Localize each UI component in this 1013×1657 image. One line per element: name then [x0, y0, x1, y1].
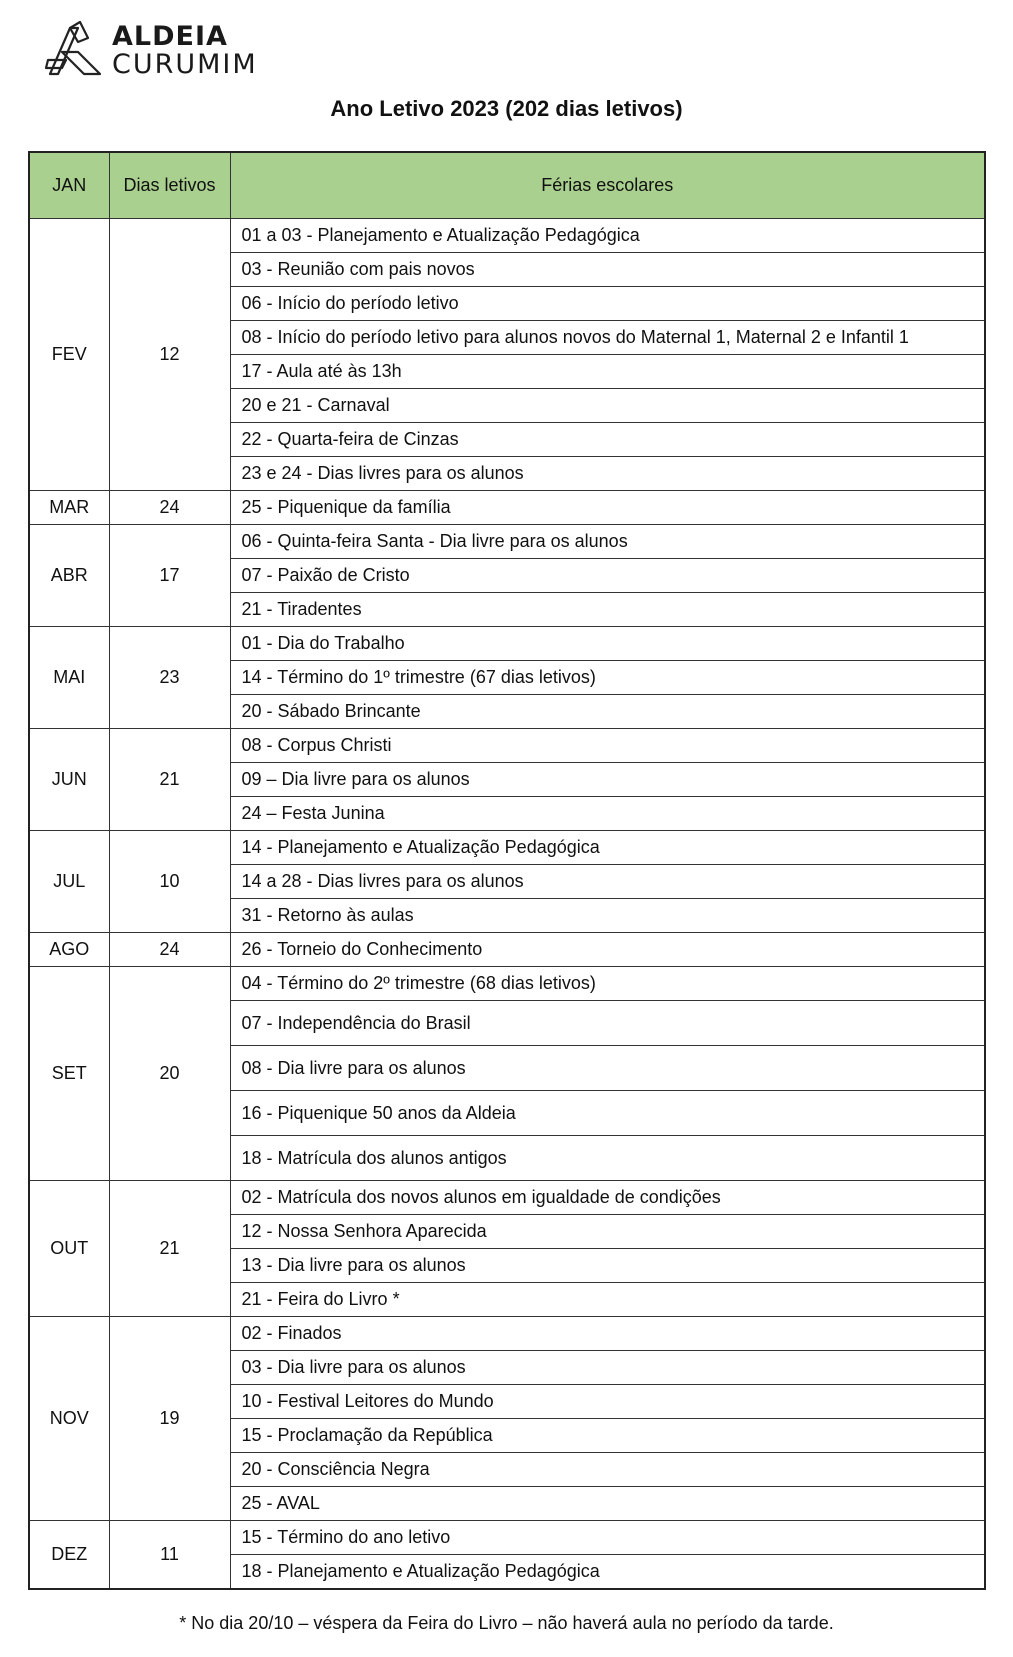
event-cell: 31 - Retorno às aulas: [230, 899, 985, 933]
calendar-table: [28, 151, 986, 1590]
header-month: JAN: [29, 152, 109, 219]
event-cell: 17 - Aula até às 13h: [230, 355, 985, 389]
event-cell: 20 - Consciência Negra: [230, 1453, 985, 1487]
event-cell: 24 – Festa Junina: [230, 797, 985, 831]
aldeia-logo-icon: [44, 20, 106, 82]
month-cell-out: OUT: [29, 1181, 109, 1317]
days-cell-jun: 21: [109, 729, 230, 831]
event-cell: 21 - Feira do Livro *: [230, 1283, 985, 1317]
logo: [44, 20, 258, 82]
table-row: [29, 729, 985, 763]
month-cell-set: SET: [29, 967, 109, 1181]
event-cell: 18 - Matrícula dos alunos antigos: [230, 1136, 985, 1181]
table-row: [29, 525, 985, 559]
footnote: * No dia 20/10 – véspera da Feira do Livro – não haverá aula no período da tarde.: [179, 1613, 834, 1633]
month-cell-abr: ABR: [29, 525, 109, 627]
event-cell: 13 - Dia livre para os alunos: [230, 1249, 985, 1283]
event-cell: 02 - Finados: [230, 1317, 985, 1351]
event-cell: 14 - Término do 1º trimestre (67 dias letivos): [230, 661, 985, 695]
event-cell: 22 - Quarta-feira de Cinzas: [230, 423, 985, 457]
days-cell-jul: 10: [109, 831, 230, 933]
month-cell-mar: MAR: [29, 491, 109, 525]
event-cell: 01 a 03 - Planejamento e Atualização Pedagógica: [230, 219, 985, 253]
table-row: [29, 219, 985, 253]
event-cell: 26 - Torneio do Conhecimento: [230, 933, 985, 967]
days-cell-out: 21: [109, 1181, 230, 1317]
event-cell: 06 - Quinta-feira Santa - Dia livre para os alunos: [230, 525, 985, 559]
event-cell: 20 e 21 - Carnaval: [230, 389, 985, 423]
event-cell: 14 - Planejamento e Atualização Pedagógica: [230, 831, 985, 865]
days-cell-mai: 23: [109, 627, 230, 729]
month-cell-ago: AGO: [29, 933, 109, 967]
event-cell: 08 - Dia livre para os alunos: [230, 1046, 985, 1091]
days-cell-fev: 12: [109, 219, 230, 491]
table-row: [29, 627, 985, 661]
logo-text: [112, 23, 258, 79]
month-cell-fev: FEV: [29, 219, 109, 491]
table-row: [29, 967, 985, 1001]
days-cell-ago: 24: [109, 933, 230, 967]
event-cell: 07 - Independência do Brasil: [230, 1001, 985, 1046]
month-cell-dez: DEZ: [29, 1521, 109, 1590]
days-cell-nov: 19: [109, 1317, 230, 1521]
event-cell: 20 - Sábado Brincante: [230, 695, 985, 729]
event-cell: 04 - Término do 2º trimestre (68 dias letivos): [230, 967, 985, 1001]
month-cell-nov: NOV: [29, 1317, 109, 1521]
event-cell: 18 - Planejamento e Atualização Pedagógica: [230, 1555, 985, 1590]
event-cell: 21 - Tiradentes: [230, 593, 985, 627]
days-cell-abr: 17: [109, 525, 230, 627]
header-events: Férias escolares: [230, 152, 985, 219]
logo-line-1: ALDEIA: [112, 21, 228, 52]
event-cell: 15 - Término do ano letivo: [230, 1521, 985, 1555]
event-cell: 25 - AVAL: [230, 1487, 985, 1521]
event-cell: 16 - Piquenique 50 anos da Aldeia: [230, 1091, 985, 1136]
event-cell: 06 - Início do período letivo: [230, 287, 985, 321]
table-row: [29, 491, 985, 525]
event-cell: 08 - Início do período letivo para alunos novos do Maternal 1, Maternal 2 e Infantil 1: [230, 321, 985, 355]
table-row: [29, 1181, 985, 1215]
calendar-body: [29, 219, 985, 1590]
table-row: [29, 1317, 985, 1351]
event-cell: 08 - Corpus Christi: [230, 729, 985, 763]
month-cell-mai: MAI: [29, 627, 109, 729]
event-cell: 03 - Dia livre para os alunos: [230, 1351, 985, 1385]
event-cell: 12 - Nossa Senhora Aparecida: [230, 1215, 985, 1249]
event-cell: 07 - Paixão de Cristo: [230, 559, 985, 593]
event-cell: 01 - Dia do Trabalho: [230, 627, 985, 661]
days-cell-set: 20: [109, 967, 230, 1181]
event-cell: 15 - Proclamação da República: [230, 1419, 985, 1453]
month-cell-jul: JUL: [29, 831, 109, 933]
days-cell-dez: 11: [109, 1521, 230, 1590]
event-cell: 02 - Matrícula dos novos alunos em igualdade de condições: [230, 1181, 985, 1215]
event-cell: 14 a 28 - Dias livres para os alunos: [230, 865, 985, 899]
event-cell: 09 – Dia livre para os alunos: [230, 763, 985, 797]
days-cell-mar: 24: [109, 491, 230, 525]
event-cell: 23 e 24 - Dias livres para os alunos: [230, 457, 985, 491]
table-row: [29, 831, 985, 865]
logo-line-2: CURUMIM: [112, 49, 258, 80]
header-row: [29, 152, 985, 219]
event-cell: 03 - Reunião com pais novos: [230, 253, 985, 287]
event-cell: 10 - Festival Leitores do Mundo: [230, 1385, 985, 1419]
event-cell: 25 - Piquenique da família: [230, 491, 985, 525]
month-cell-jun: JUN: [29, 729, 109, 831]
table-row: [29, 1521, 985, 1555]
table-row: [29, 933, 985, 967]
page-title: Ano Letivo 2023 (202 dias letivos): [330, 96, 683, 121]
header-days: Dias letivos: [109, 152, 230, 219]
